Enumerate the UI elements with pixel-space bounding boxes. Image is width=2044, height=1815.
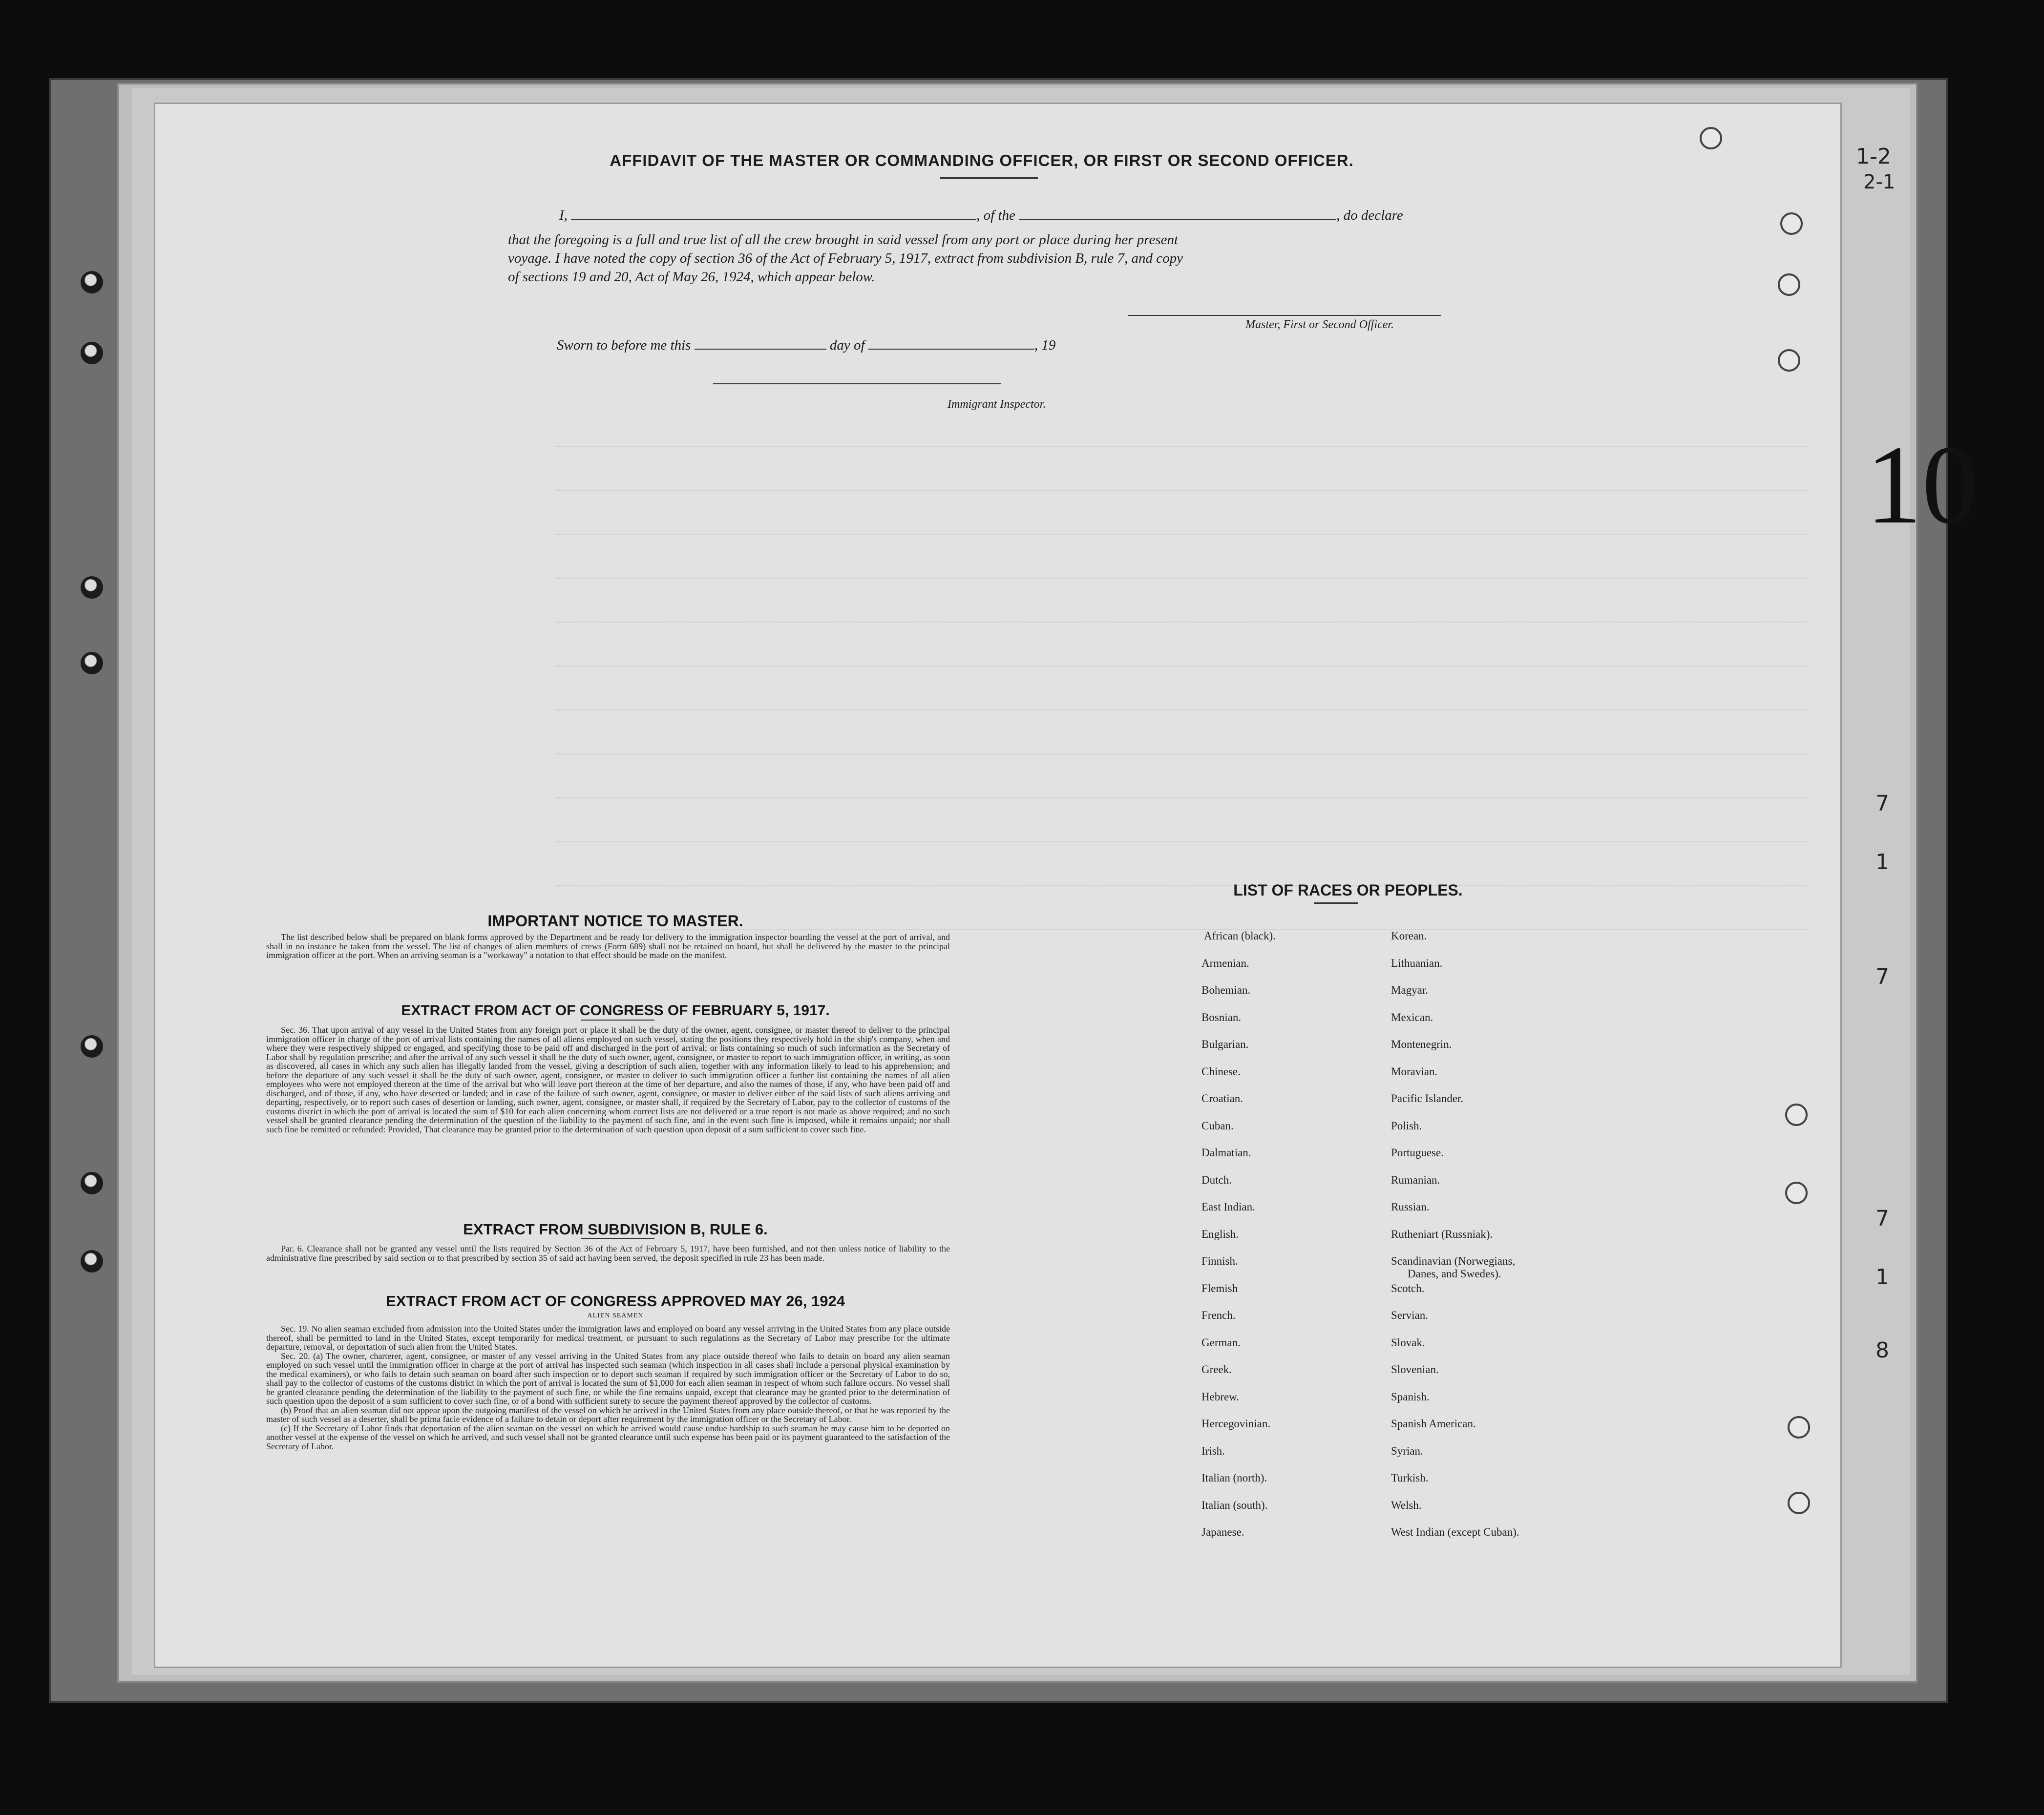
margin-number: 7	[1875, 964, 1889, 989]
affidavit-i: I,	[559, 208, 568, 223]
day-of: day of	[829, 337, 865, 353]
binder-hole	[81, 342, 103, 364]
margin-mark-top-2: 2-1	[1863, 171, 1896, 193]
race-item: Japanese.	[1201, 1526, 1244, 1538]
extract-1924-title: EXTRACT FROM ACT OF CONGRESS APPROVED MAY 26, 1924	[386, 1293, 845, 1310]
punch-hole	[1778, 273, 1800, 296]
binder-hole	[81, 1035, 103, 1058]
race-item: Pacific Islander.	[1391, 1092, 1464, 1105]
margin-number: 1	[1875, 1265, 1889, 1290]
master-label: Master, First or Second Officer.	[1245, 318, 1394, 331]
race-item: Rumanian.	[1391, 1173, 1440, 1186]
sec-20b: (b) Proof that an alien seaman did not appear upon the outgoing manifest of the vessel on which he arrived in the United States from any place outside thereof, or that he was reported by the master of such vessel as a deserter, shall be prima facie evidence of a failure to detain or deport after requirement by the immigration officer or the Secretary of Labor.	[266, 1405, 950, 1424]
notice-title: IMPORTANT NOTICE TO MASTER.	[487, 912, 743, 930]
sec-19: Sec. 19. No alien seaman excluded from admission into the United States under the immigration laws and employed on board any vessel arriving in the United States from any place outside thereof, shall be permitted to land in the United States, except temporarily for medical treatment, or pursuant to such regulations as the Secretary of Labor may prescribe for the ultimate departure, removal, or deportation of such alien from the United States.	[266, 1324, 950, 1352]
vessel-blank[interactable]	[1019, 219, 1336, 220]
rule-6-text: Par. 6. Clearance shall not be granted any vessel until the lists required by Section 36 of the Act of February 5, 1917, have been furnished, and not then unless notice of liability to the administrative fine prescribed by said section or to that prescribed by section 35 of said act having been served, the deposit specified in rule 23 has been made.	[266, 1244, 950, 1263]
punch-hole	[1778, 349, 1800, 372]
affidavit-line-4: of sections 19 and 20, Act of May 26, 1924, which appear below.	[508, 269, 875, 285]
sworn-line	[557, 336, 1055, 355]
binder-hole	[81, 271, 103, 293]
race-item: Slovenian.	[1391, 1363, 1439, 1376]
race-item: East Indian.	[1201, 1201, 1255, 1213]
alien-seamen-subtitle: ALIEN SEAMEN	[587, 1312, 644, 1319]
race-item: Montenegrin.	[1391, 1038, 1452, 1050]
binder-hole	[81, 652, 103, 674]
affidavit-declare: , do declare	[1336, 208, 1403, 223]
inspector-label: Immigrant Inspector.	[948, 398, 1046, 411]
title-underline	[940, 177, 1038, 179]
race-item: Bohemian.	[1201, 984, 1251, 996]
race-item: Spanish American.	[1391, 1418, 1476, 1430]
race-item: Croatian.	[1201, 1092, 1243, 1105]
race-item: French.	[1201, 1309, 1236, 1321]
margin-number: 8	[1875, 1338, 1889, 1363]
race-item: Syrian.	[1391, 1444, 1423, 1457]
affidavit-line-2: that the foregoing is a full and true list of all the crew brought in said vessel from any port or place during her present	[508, 232, 1179, 248]
binder-hole	[81, 1172, 103, 1194]
race-item: Danes, and Swedes).	[1408, 1268, 1501, 1280]
race-item: African (black).	[1204, 930, 1276, 942]
race-item: Rutheniart (Russniak).	[1391, 1228, 1493, 1240]
race-item: Cuban.	[1201, 1119, 1234, 1132]
race-item: Korean.	[1391, 930, 1427, 942]
race-item: Armenian.	[1201, 957, 1249, 969]
extract-1917-text: Sec. 36. That upon arrival of any vessel in the United States from any foreign port or place it shall be the duty of the owner, agent, consignee, or master thereof to deliver to the principal immigration officer in charge of the port of arrival lists containing the names of all aliens employed on such vessel, stating the positions they respectively hold in the ship's company, when and where they were respectively shipped or engaged, and specifying those to be paid off and discharged in the port of arrival; or lists containing so much of such information as the Secretary of Labor shall by regulation prescribe; and after the arrival of any such vessel it shall be the duty of such owner, agent, consignee, or master to report to such immigration officer, in writing, as soon as discovered, all cases in which any such alien has illegally landed from the vessel, giving a description of such alien, together with any information likely to lead to his apprehension; and before the departure of any such vessel it shall be the duty of such owner, agent, consignee, or master to deliver to such immigration officer a further list containing the names of all alien employees who were not employed thereon at the time of the arrival but who will leave port thereon at the time of her departure, and also the names of those, if any, who have been paid off and discharged, and of those, if any, who have deserted or landed; and in case of the failure of such owner, agent, consignee, or master to deliver either of the said lists of such aliens arriving and departing, respectively, or to report such cases of desertion or landing, such owner, agent, consignee, or master shall, if required by the Secretary of Labor, pay to the collector of customs of the customs district in which the port of arrival is located the sum of $10 for each alien concerning whom correct lists are not delivered or a true report is not made as above required; and no such vessel shall be granted clearance pending the determination of the question of the liability to the payment of such fine, and in the event such fine is imposed, while it remains unpaid; nor shall such fine be remitted or refunded: Provided, That clearance may be granted prior to the determination of such question upon deposit of a sum sufficient to cover such fine.	[266, 1025, 950, 1134]
race-item: Scandinavian (Norwegians,	[1391, 1255, 1516, 1267]
race-item: Mexican.	[1391, 1011, 1433, 1023]
race-item: Turkish.	[1391, 1472, 1429, 1484]
punch-hole	[1785, 1182, 1808, 1204]
race-item: West Indian (except Cuban).	[1391, 1526, 1519, 1538]
margin-number: 1	[1875, 850, 1889, 875]
race-item: German.	[1201, 1336, 1241, 1349]
binder-hole	[81, 1250, 103, 1273]
race-item: Greek.	[1201, 1363, 1232, 1376]
race-item: Lithuanian.	[1391, 957, 1443, 969]
punch-hole	[1788, 1416, 1810, 1439]
race-item: Italian (north).	[1201, 1472, 1267, 1484]
inspector-signature-line[interactable]	[713, 383, 1001, 384]
race-item: Bulgarian.	[1201, 1038, 1249, 1050]
race-item: Polish.	[1391, 1119, 1422, 1132]
sworn-before: Sworn to before me this	[557, 337, 691, 353]
race-item: Magyar.	[1391, 984, 1429, 996]
race-item: Italian (south).	[1201, 1499, 1268, 1511]
races-underline	[1314, 902, 1358, 904]
race-item: Spanish.	[1391, 1390, 1430, 1403]
race-item: Flemish	[1201, 1282, 1238, 1294]
affidavit-line-1	[559, 206, 1403, 225]
race-item: Moravian.	[1391, 1065, 1438, 1078]
affidavit-title: AFFIDAVIT OF THE MASTER OR COMMANDING OFFICER, OR FIRST OR SECOND OFFICER.	[610, 151, 1354, 169]
day-blank[interactable]	[695, 349, 826, 350]
race-item: Slovak.	[1391, 1336, 1425, 1349]
notice-text: The list described below shall be prepared on blank forms approved by the Department and be ready for delivery to the immigration inspector boarding the vessel at the port of arrival, and shall in no instance be taken from the vessel. The list of changes of alien members of crews (Form 689) shall not be retained on board, but shall be delivered by the master to the principal immigration officer at the port. When an arriving seaman is a "workaway" a notation to that effect should be made on the manifest.	[266, 932, 950, 960]
race-item: English.	[1201, 1228, 1239, 1240]
races-title: LIST OF RACES OR PEOPLES.	[1233, 881, 1463, 899]
race-item: Welsh.	[1391, 1499, 1422, 1511]
sec-20a: Sec. 20. (a) The owner, charterer, agent, consignee, or master of any vessel arriving in the United States from any place outside thereof who fails to detain on board any alien seaman employed on such vessel until the immigration officer in charge at the port of arrival has inspected such seaman (which inspection in all cases shall include a personal physical examination by the medical examiners), or who fails to detain such seaman on board after such inspection or to deport such seaman if required by such immigration officer or the Secretary of Labor to do so, shall pay to the collector of customs of the customs district in which the port of arrival is located the sum of $1,000 for each alien seaman in respect of whom such failure occurs. No vessel shall be granted clearance pending the determination of the liability to the payment of such fine, or while the fine remains unpaid, except that clearance may be granted prior to the determination of such question upon the deposit of a sum sufficient to cover such fine, or of a bond with sufficient surety to secure the payment thereof approved by the collector of customs.	[266, 1351, 950, 1406]
margin-number: 7	[1875, 1206, 1889, 1231]
master-signature-line[interactable]	[1128, 315, 1441, 316]
affidavit-line-3: voyage. I have noted the copy of section 36 of the Act of February 5, 1917, extract from subdivision B, rule 7, and copy	[508, 250, 1183, 266]
race-item: Chinese.	[1201, 1065, 1241, 1078]
margin-number: 7	[1875, 791, 1889, 816]
race-item: Scotch.	[1391, 1282, 1425, 1294]
extract-1917-title: EXTRACT FROM ACT OF CONGRESS OF FEBRUARY 5, 1917.	[401, 1002, 830, 1019]
race-item: Dutch.	[1201, 1173, 1232, 1186]
race-item: Servian.	[1391, 1309, 1429, 1321]
binder-hole	[81, 576, 103, 599]
race-item: Hercegovinian.	[1201, 1418, 1271, 1430]
punch-hole	[1788, 1492, 1810, 1514]
race-item: Bosnian.	[1201, 1011, 1242, 1023]
race-item: Irish.	[1201, 1444, 1225, 1457]
race-item: Portuguese.	[1391, 1147, 1444, 1159]
punch-hole	[1700, 127, 1722, 149]
extract-1924-text	[266, 1324, 950, 1451]
race-item: Russian.	[1391, 1201, 1430, 1213]
race-item: Finnish.	[1201, 1255, 1238, 1267]
punch-hole	[1780, 212, 1803, 235]
month-blank[interactable]	[868, 349, 1034, 350]
rule-6-title: EXTRACT FROM SUBDIVISION B, RULE 6.	[463, 1221, 768, 1238]
affidavit-of-the: , of the	[976, 208, 1015, 223]
margin-mark-top: 1-2	[1856, 144, 1891, 169]
year-prefix: , 19	[1034, 337, 1056, 353]
sec-20c: (c) If the Secretary of Labor finds that deportation of the alien seaman on the vessel on which he arrived would cause undue hardship to such seaman he may cause him to be deported on another vessel at the expense of the vessel on which he arrived, and such vessel shall not be granted clearance until such expense has been paid or its payment guaranteed to the satisfaction of the Secretary of Labor.	[266, 1423, 950, 1451]
handwritten-number: 10	[1866, 422, 1978, 547]
punch-hole	[1785, 1104, 1808, 1126]
race-item: Dalmatian.	[1201, 1147, 1251, 1159]
name-blank[interactable]	[571, 219, 976, 220]
race-item: Hebrew.	[1201, 1390, 1240, 1403]
